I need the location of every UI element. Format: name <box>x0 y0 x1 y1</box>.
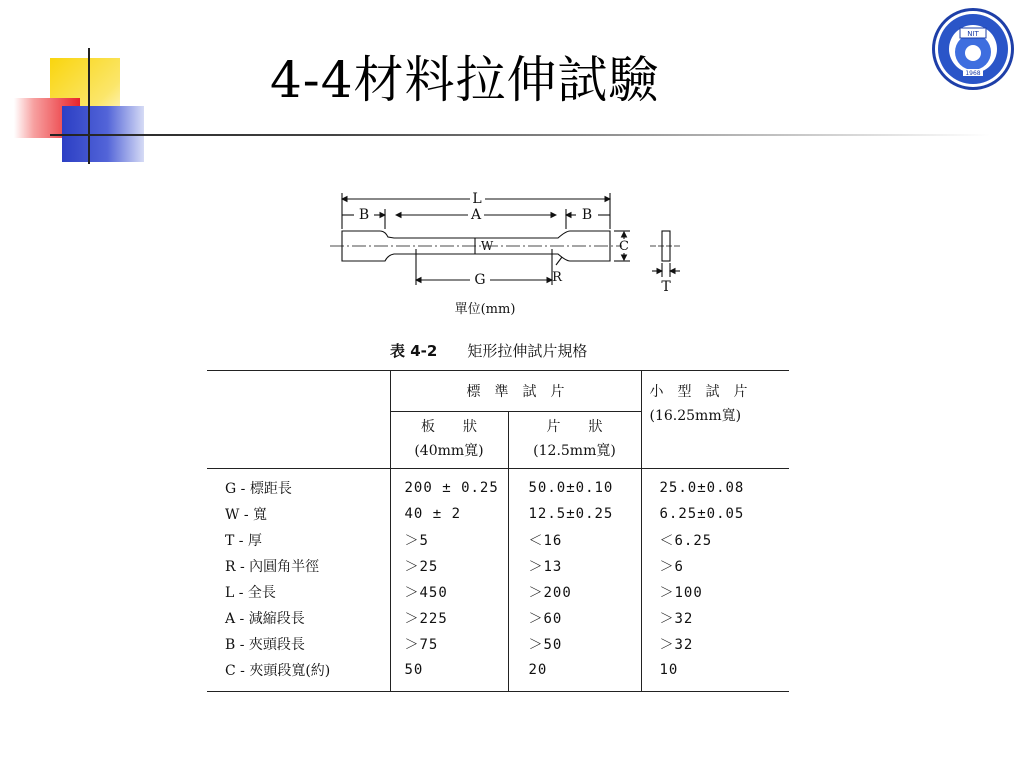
row-label: B - 夾頭段長 <box>207 631 390 657</box>
header-plate-sub: (40mm寬) <box>390 440 508 469</box>
row-plate: ＞25 <box>390 553 508 579</box>
row-label: L - 全長 <box>207 579 390 605</box>
header-standard: 標 準 試 片 <box>390 371 641 412</box>
header-sheet: 片 狀 <box>508 412 641 441</box>
row-sheet: ＜16 <box>508 527 641 553</box>
label-C: C <box>619 239 629 254</box>
deco-horizontal-line <box>50 134 990 136</box>
logo-year: 1968 <box>965 70 981 77</box>
label-T: T <box>661 279 671 295</box>
table-header-row-1 <box>207 371 789 412</box>
row-sheet: ＞13 <box>508 553 641 579</box>
row-label: T - 厚 <box>207 527 390 553</box>
table-row <box>207 631 789 657</box>
header-small-sub: (16.25mm寬) <box>649 407 742 424</box>
row-label: G - 標距長 <box>207 475 390 501</box>
header-sheet-sub: (12.5mm寬) <box>508 440 641 469</box>
table-row <box>207 527 789 553</box>
row-small: ＞32 <box>659 611 694 627</box>
label-L: L <box>472 191 482 207</box>
header-small-label: 小 型 試 片 <box>649 383 748 400</box>
label-A: A <box>470 207 482 223</box>
table-row <box>207 501 789 527</box>
row-sheet: ＞50 <box>508 631 641 657</box>
header-plate: 板 狀 <box>390 412 508 441</box>
unit-label: 單位(mm) <box>454 302 516 317</box>
row-small: 25.0±0.08 <box>659 480 745 496</box>
logo-badge: NIT <box>967 30 979 38</box>
row-small: ＞100 <box>659 585 703 601</box>
table-row <box>207 553 789 579</box>
row-label: R - 內圓角半徑 <box>207 553 390 579</box>
header-small <box>641 371 789 469</box>
label-B-right: B <box>581 207 593 223</box>
row-plate: 40 ± 2 <box>390 501 508 527</box>
row-label: C - 夾頭段寬(約) <box>207 657 390 683</box>
table-caption-text: 矩形拉伸試片規格 <box>467 342 588 360</box>
table-row <box>207 605 789 631</box>
label-W: W <box>480 239 494 253</box>
row-plate: 200 ± 0.25 <box>390 475 508 501</box>
row-sheet: 20 <box>508 657 641 683</box>
label-B-left: B <box>358 207 370 223</box>
table-row <box>207 579 789 605</box>
row-label: W - 寬 <box>207 501 390 527</box>
specimen-diagram <box>330 185 700 325</box>
row-small: ＞6 <box>659 559 684 575</box>
row-label: A - 減縮段長 <box>207 605 390 631</box>
row-plate: 50 <box>390 657 508 683</box>
row-plate: ＞225 <box>390 605 508 631</box>
row-small: ＜6.25 <box>659 533 713 549</box>
spec-table <box>207 370 789 692</box>
row-plate: ＞75 <box>390 631 508 657</box>
school-logo <box>930 6 1016 92</box>
row-small: ＞32 <box>659 637 694 653</box>
row-plate: ＞5 <box>390 527 508 553</box>
row-plate: ＞450 <box>390 579 508 605</box>
table-row <box>207 475 789 501</box>
table-number: 表 4-2 <box>390 342 438 360</box>
row-small: 10 <box>659 662 679 678</box>
row-small: 6.25±0.05 <box>659 506 745 522</box>
label-G: G <box>474 272 486 288</box>
row-sheet: 12.5±0.25 <box>508 501 641 527</box>
header-empty-cell <box>207 371 390 469</box>
label-R: R <box>552 270 562 285</box>
row-sheet: ＞60 <box>508 605 641 631</box>
row-sheet: ＞200 <box>508 579 641 605</box>
slide-title: 4-4材料拉伸試驗 <box>270 51 660 109</box>
deco-vertical-line <box>88 48 90 164</box>
table-caption <box>390 340 587 361</box>
table-row <box>207 657 789 683</box>
row-sheet: 50.0±0.10 <box>508 475 641 501</box>
